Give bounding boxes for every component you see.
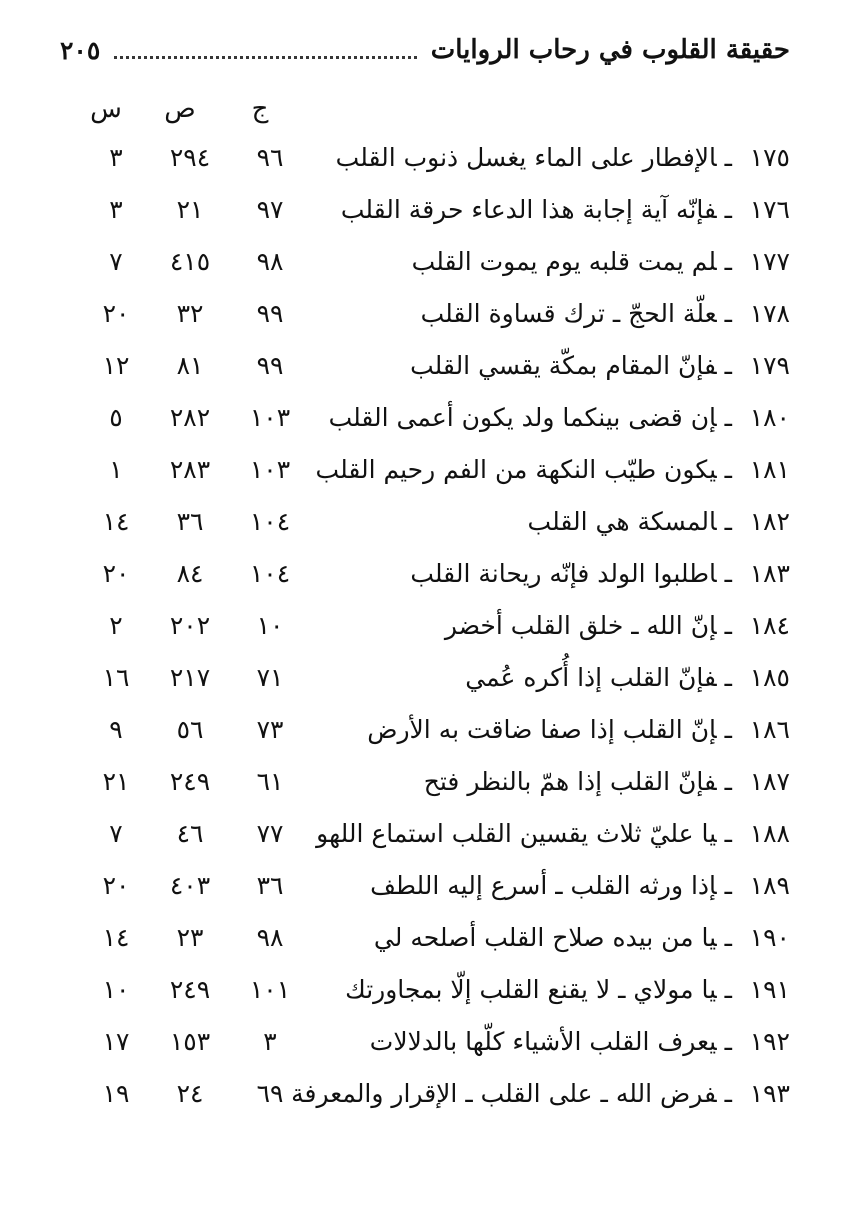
- table-row: [60, 918, 790, 958]
- cell-s: ٨١: [176, 351, 204, 380]
- cell-j: ٩٧: [256, 195, 284, 224]
- entry-dash: ـ: [724, 1027, 732, 1056]
- entry-text-wrap: [421, 294, 790, 334]
- table-row: [60, 242, 790, 282]
- entry-number: ١٨٣: [749, 559, 790, 588]
- entry-number: ١٩٠: [749, 923, 790, 952]
- entry-dash: ـ: [724, 1079, 732, 1108]
- table-row: [60, 762, 790, 802]
- entry-number: ١٨٩: [749, 871, 790, 900]
- entry-text-wrap: [370, 866, 790, 906]
- cell-s: ٤١٥: [169, 247, 211, 276]
- entry-text-wrap: [528, 502, 790, 542]
- cell-n: ٣: [109, 195, 123, 224]
- entry-dash: ـ: [724, 663, 732, 692]
- entry-text: اطلبوا الولد فإنّه ريحانة القلب: [410, 559, 717, 588]
- cell-s: ٢١٧: [169, 663, 211, 692]
- entry-text: يا مولاي ـ لا يقنع القلب إلّا بمجاورتك: [345, 975, 717, 1004]
- cell-n: ١٧: [102, 1027, 130, 1056]
- cell-s: ٢٨٣: [169, 455, 211, 484]
- page-number: ٢٠٥: [60, 35, 101, 65]
- page-header: [60, 30, 790, 70]
- table-row: [60, 138, 790, 178]
- entry-text-wrap: [316, 450, 790, 490]
- entry-text: علّة الحجّ ـ ترك قساوة القلب: [420, 299, 717, 328]
- table-row: [60, 1074, 790, 1114]
- entry-number: ١٧٩: [749, 351, 790, 380]
- table-row: [60, 450, 790, 490]
- cell-j: ١٠٤: [249, 507, 291, 536]
- entry-text-wrap: [445, 606, 790, 646]
- cell-s: ٢٨٢: [169, 403, 211, 432]
- entry-text: يعرف القلب الأشياء كلّها بالدلالات: [369, 1027, 717, 1056]
- entry-number: ١٨١: [749, 455, 790, 484]
- entry-number: ١٨٢: [749, 507, 790, 536]
- entry-text-wrap: [367, 710, 790, 750]
- cell-n: ١٢: [102, 351, 130, 380]
- cell-n: ١٠: [102, 975, 130, 1004]
- cell-s: ٢٣: [176, 923, 204, 952]
- table-row: [60, 346, 790, 386]
- entry-text: الإفطار على الماء يغسل ذنوب القلب: [335, 143, 717, 172]
- cell-n: ١٩: [102, 1079, 130, 1108]
- cell-j: ٣: [263, 1027, 277, 1056]
- entry-text-wrap: [410, 554, 790, 594]
- entry-number: ١٧٨: [749, 299, 790, 328]
- entry-number: ١٩١: [749, 975, 790, 1004]
- entry-dash: ـ: [724, 351, 732, 380]
- cell-n: ١٦: [102, 663, 130, 692]
- entry-number: ١٨٦: [749, 715, 790, 744]
- cell-j: ٩٨: [256, 923, 284, 952]
- cell-n: ٧: [109, 819, 123, 848]
- entry-text: فإنّ القلب إذا همّ بالنظر فتح: [423, 767, 717, 796]
- entry-text-wrap: [341, 190, 790, 230]
- column-header-n: س: [90, 94, 122, 124]
- cell-n: ١٤: [102, 923, 130, 952]
- entry-text-wrap: [336, 138, 790, 178]
- entry-dash: ـ: [724, 611, 732, 640]
- cell-j: ٩٦: [256, 143, 284, 172]
- entry-dash: ـ: [724, 455, 732, 484]
- entry-text: فإنّ القلب إذا أُكره عُمي: [465, 663, 717, 692]
- entry-text-wrap: [424, 762, 790, 802]
- table-row: [60, 398, 790, 438]
- cell-s: ٨٤: [176, 559, 204, 588]
- entry-text: إنّ القلب إذا صفا ضاقت به الأرض: [367, 715, 717, 744]
- entry-number: ١٩٣: [749, 1079, 790, 1108]
- cell-n: ٢٠: [102, 559, 130, 588]
- table-row: [60, 554, 790, 594]
- entry-dash: ـ: [724, 871, 732, 900]
- table-row: [60, 190, 790, 230]
- entry-number: ١٨٧: [749, 767, 790, 796]
- entry-dash: ـ: [724, 403, 732, 432]
- cell-s: ٢٤٩: [169, 767, 211, 796]
- cell-s: ٢١: [176, 195, 204, 224]
- entry-dash: ـ: [724, 195, 732, 224]
- entry-dash: ـ: [724, 975, 732, 1004]
- entry-dash: ـ: [724, 767, 732, 796]
- cell-j: ٦١: [256, 767, 284, 796]
- table-row: [60, 606, 790, 646]
- entry-dash: ـ: [724, 715, 732, 744]
- entry-dash: ـ: [724, 143, 732, 172]
- table-row: [60, 814, 790, 854]
- entry-text-wrap: [291, 1074, 790, 1114]
- entry-dash: ـ: [724, 299, 732, 328]
- entry-number: ١٧٧: [749, 247, 790, 276]
- cell-j: ١٠: [256, 611, 284, 640]
- cell-j: ٩٩: [256, 299, 284, 328]
- entry-text: لم يمت قلبه يوم يموت القلب: [411, 247, 717, 276]
- column-header-j: ج: [251, 94, 269, 124]
- entry-dash: ـ: [724, 559, 732, 588]
- entry-text-wrap: [316, 814, 790, 854]
- entry-number: ١٨٠: [749, 403, 790, 432]
- entry-text-wrap: [410, 346, 790, 386]
- leader-dots: [114, 42, 416, 59]
- cell-n: ٢٠: [102, 871, 130, 900]
- entry-text: يكون طيّب النكهة من الفم رحيم القلب: [315, 455, 717, 484]
- entry-text: يا عليّ ثلاث يقسين القلب استماع اللهو: [316, 819, 717, 848]
- cell-j: ١٠١: [249, 975, 291, 1004]
- table-row: [60, 1022, 790, 1062]
- table-row: [60, 502, 790, 542]
- cell-j: ١٠٤: [249, 559, 291, 588]
- cell-j: ٧٣: [256, 715, 284, 744]
- cell-n: ٥: [109, 403, 123, 432]
- cell-s: ٣٢: [176, 299, 204, 328]
- cell-s: ٤٦: [176, 819, 204, 848]
- cell-s: ٥٦: [176, 715, 204, 744]
- cell-j: ٧١: [256, 663, 284, 692]
- entry-number: ١٨٨: [749, 819, 790, 848]
- cell-s: ٣٦: [176, 507, 204, 536]
- table-row: [60, 710, 790, 750]
- cell-j: ٩٨: [256, 247, 284, 276]
- entry-dash: ـ: [724, 247, 732, 276]
- entry-dash: ـ: [724, 923, 732, 952]
- entry-dash: ـ: [724, 507, 732, 536]
- cell-j: ١٠٣: [249, 403, 291, 432]
- cell-j: ٣٦: [256, 871, 284, 900]
- entry-text-wrap: [345, 970, 790, 1010]
- cell-s: ٢٠٢: [169, 611, 211, 640]
- entry-number: ١٨٤: [749, 611, 790, 640]
- entry-number: ١٧٥: [749, 143, 790, 172]
- entry-text-wrap: [412, 242, 790, 282]
- cell-s: ٤٠٣: [169, 871, 211, 900]
- cell-n: ٩: [109, 715, 123, 744]
- cell-n: ٢٠: [102, 299, 130, 328]
- cell-s: ١٥٣: [169, 1027, 211, 1056]
- column-header-s: ص: [164, 94, 196, 124]
- cell-n: ٢: [109, 611, 123, 640]
- cell-j: ٩٩: [256, 351, 284, 380]
- entry-text-wrap: [329, 398, 790, 438]
- table-row: [60, 866, 790, 906]
- cell-j: ٧٧: [256, 819, 284, 848]
- cell-s: ٢٩٤: [169, 143, 211, 172]
- cell-n: ١: [109, 455, 123, 484]
- entry-text: يا من بيده صلاح القلب أصلحه لي: [373, 923, 717, 952]
- table-row: [60, 970, 790, 1010]
- table-row: [60, 658, 790, 698]
- entry-dash: ـ: [724, 819, 732, 848]
- cell-n: ٧: [109, 247, 123, 276]
- entry-text-wrap: [465, 658, 790, 698]
- cell-j: ١٠٣: [249, 455, 291, 484]
- entry-text: فإنّ المقام بمكّة يقسي القلب: [410, 351, 717, 380]
- entry-number: ١٩٢: [749, 1027, 790, 1056]
- entry-text: المسكة هي القلب: [527, 507, 717, 536]
- running-title: حقيقة القلوب في رحاب الروايات: [430, 35, 790, 65]
- cell-n: ٣: [109, 143, 123, 172]
- entry-text: إن قضى بينكما ولد يكون أعمى القلب: [328, 403, 717, 432]
- entry-text-wrap: [374, 918, 790, 958]
- cell-n: ٢١: [102, 767, 130, 796]
- table-row: [60, 294, 790, 334]
- cell-j: ٦٩: [256, 1079, 284, 1108]
- entry-text: إنّ الله ـ خلق القلب أخضر: [444, 611, 717, 640]
- entry-text: فرض الله ـ على القلب ـ الإقرار والمعرفة: [291, 1079, 717, 1108]
- cell-n: ١٤: [102, 507, 130, 536]
- entry-text: إذا ورثه القلب ـ أسرع إليه اللطف: [370, 871, 717, 900]
- entry-number: ١٨٥: [749, 663, 790, 692]
- cell-s: ٢٤: [176, 1079, 204, 1108]
- entry-text-wrap: [370, 1022, 790, 1062]
- cell-s: ٢٤٩: [169, 975, 211, 1004]
- entry-number: ١٧٦: [749, 195, 790, 224]
- entry-text: فإنّه آية إجابة هذا الدعاء حرقة القلب: [340, 195, 717, 224]
